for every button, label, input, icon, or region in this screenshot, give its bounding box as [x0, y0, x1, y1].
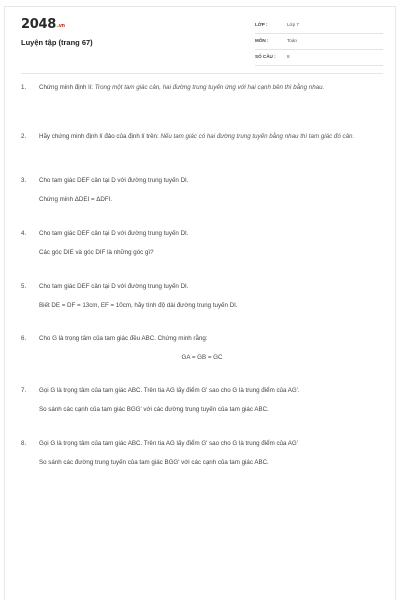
question-text	[39, 83, 374, 93]
header-divider	[21, 73, 383, 74]
question-number: 4.	[21, 230, 27, 237]
question-number: 8.	[21, 440, 27, 447]
question-text	[39, 439, 374, 467]
meta-value: Toán	[287, 38, 297, 43]
question-text	[39, 176, 374, 204]
question-line: Gọi G là trọng tâm của tam giác ABC. Trên tia AG lấy điểm G' sao cho G là trung điểm của AG'	[39, 440, 298, 447]
meta-value: Lớp 7	[287, 22, 299, 27]
meta-row-count	[255, 52, 383, 66]
logo-suffix: .vn	[56, 23, 65, 29]
meta-label: LỚP :	[255, 22, 268, 27]
question-line: Gọi G là trọng tâm của tam giác ABC. Trên tia AG lấy điểm G' sao cho G là trung điểm của AG'.	[39, 387, 300, 394]
worksheet-page	[4, 6, 396, 600]
site-logo[interactable]	[21, 17, 65, 32]
worksheet-header	[5, 7, 397, 67]
logo-text: 2048	[21, 17, 56, 32]
question-text	[39, 282, 374, 310]
question-prefix: Chứng minh định lí:	[39, 84, 95, 91]
question-equation: GA = GB = GC	[181, 354, 223, 361]
question-number: 7.	[21, 387, 27, 394]
question-theorem: Trong một tam giác cân, hai đường trung tuyến ứng với hai cạnh bên thì bằng nhau.	[94, 84, 325, 91]
meta-label: MÔN :	[255, 38, 269, 43]
question-text	[39, 132, 374, 142]
question-text	[39, 229, 374, 257]
question-prefix: Hãy chứng minh định lí đảo của định lí trên:	[39, 133, 161, 140]
question-line: Cho tam giác DEF cân tại D với đường trung tuyến DI.	[39, 283, 189, 290]
question-line: Các góc DIE và góc DIF là những góc gì?	[39, 248, 154, 256]
meta-row-subject	[255, 36, 383, 50]
question-number: 5.	[21, 283, 27, 290]
meta-label: SỐ CÂU :	[255, 54, 276, 59]
page-title: Luyện tập (trang 67)	[21, 38, 93, 47]
question-line: Cho tam giác DEF cân tại D với đường trung tuyến DI.	[39, 230, 189, 237]
question-number: 6.	[21, 335, 27, 342]
question-number: 3.	[21, 177, 27, 184]
question-line: Chứng minh ΔDEI = ΔDFI.	[39, 195, 113, 203]
question-line: So sánh các đường trung tuyến của tam giác BGG' với các cạnh của tam giác ABC.	[39, 458, 269, 466]
question-number: 1.	[21, 84, 27, 91]
question-line: Biết DE = DF = 13cm, EF = 10cm, hãy tính độ dài đường trung tuyến DI.	[39, 301, 238, 309]
question-text	[39, 386, 374, 414]
question-line: Cho G là trọng tâm của tam giác đều ABC. Chứng minh rằng:	[39, 335, 208, 342]
question-theorem: Nếu tam giác có hai đường trung tuyến bằng nhau thì tam giác đó cân.	[160, 133, 355, 140]
meta-row-class	[255, 20, 383, 34]
question-number: 2.	[21, 133, 27, 140]
question-line: Cho tam giác DEF cân tại D với đường trung tuyến DI.	[39, 177, 189, 184]
question-text	[39, 334, 374, 344]
worksheet-meta	[255, 20, 383, 68]
meta-value: 8	[287, 54, 290, 59]
question-line: So sánh các cạnh của tam giác BGG' với các đường trung tuyến của tam giác ABC.	[39, 405, 269, 413]
